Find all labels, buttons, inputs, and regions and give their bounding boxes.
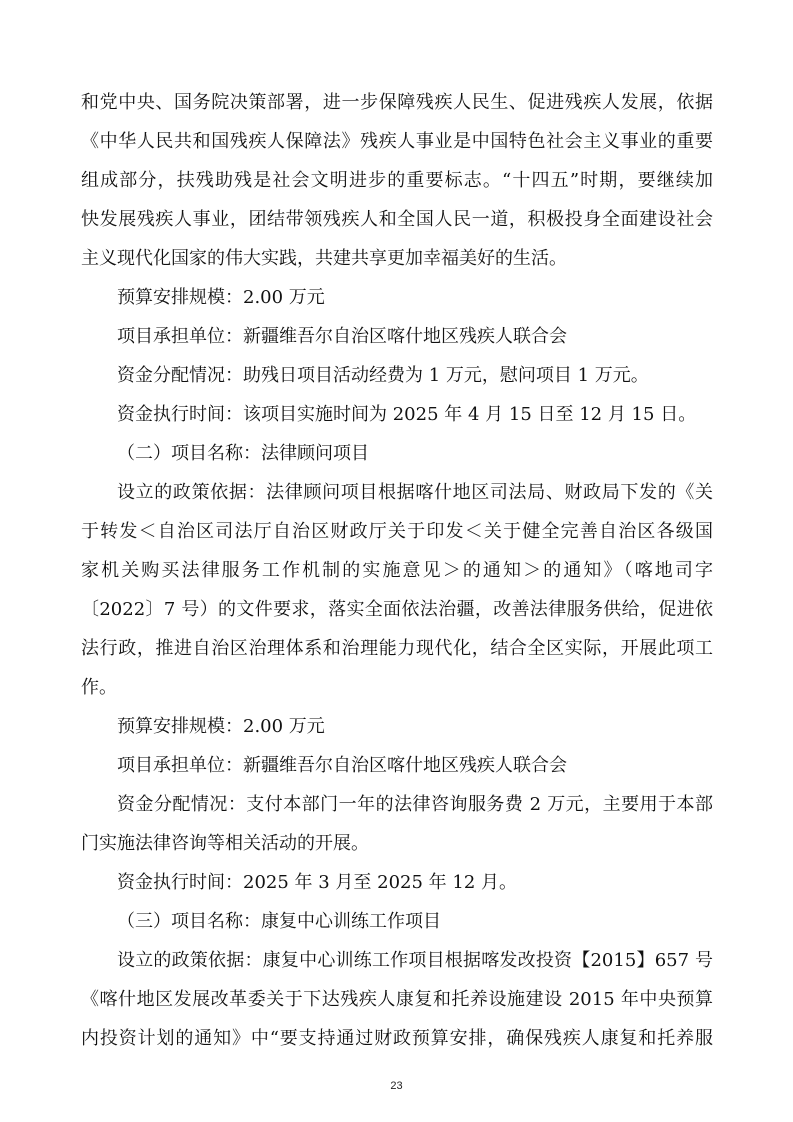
page-number: 23 xyxy=(390,1080,403,1092)
body-text-line: 快发展残疾人事业，团结带领残疾人和全国人民一道，积极投身全面建设社会 xyxy=(81,209,713,230)
section-heading-2: （二）项目名称：法律顾问项目 xyxy=(117,443,369,464)
body-text-line: 和党中央、国务院决策部署，进一步保障残疾人民生、促进残疾人发展，依据 xyxy=(81,92,713,113)
body-text-line: 设立的政策依据：法律顾问项目根据喀什地区司法局、财政局下发的《关 xyxy=(117,482,713,503)
body-text-line: 《中华人民共和国残疾人保障法》残疾人事业是中国特色社会主义事业的重要 xyxy=(81,131,713,152)
body-text-line: 设立的政策依据：康复中心训练工作项目根据喀发改投资【2015】657 号 xyxy=(117,950,713,971)
fund-execution-time-line: 资金执行时间：2025 年 3 月至 2025 年 12 月。 xyxy=(117,872,518,893)
fund-allocation-line: 资金分配情况：支付本部门一年的法律咨询服务费 2 万元，主要用于本部 xyxy=(117,794,713,815)
body-text-line: 主义现代化国家的伟大实践，共建共享更加幸福美好的生活。 xyxy=(81,248,567,269)
undertaking-unit-line: 项目承担单位：新疆维吾尔自治区喀什地区残疾人联合会 xyxy=(117,326,567,347)
undertaking-unit-line: 项目承担单位：新疆维吾尔自治区喀什地区残疾人联合会 xyxy=(117,755,567,776)
body-text-line: 家机关购买法律服务工作机制的实施意见＞的通知＞的通知》（喀地司字 xyxy=(81,560,713,581)
body-text-line: 组成部分，扶残助残是社会文明进步的重要标志。“十四五”时期，要继续加 xyxy=(81,170,713,191)
fund-execution-time-line: 资金执行时间：该项目实施时间为 2025 年 4 月 15 日至 12 月 15 日。 xyxy=(117,404,697,425)
body-text-line: 内投资计划的通知》中“要支持通过财政预算安排，确保残疾人康复和托养服 xyxy=(81,1028,713,1049)
fund-allocation-line: 资金分配情况：助残日项目活动经费为 1 万元，慰问项目 1 万元。 xyxy=(117,365,649,386)
budget-scale-line: 预算安排规模：2.00 万元 xyxy=(117,716,325,737)
body-text-line: 《喀什地区发展改革委关于下达残疾人康复和托养设施建设 2015 年中央预算 xyxy=(81,989,713,1010)
body-text-line: 作。 xyxy=(81,677,117,698)
budget-scale-line: 预算安排规模：2.00 万元 xyxy=(117,287,325,308)
body-text-line: 〔2022〕7 号）的文件要求，落实全面依法治疆，改善法律服务供给，促进依 xyxy=(81,599,713,620)
section-heading-3: （三）项目名称：康复中心训练工作项目 xyxy=(117,911,441,932)
body-text-line: 于转发＜自治区司法厅自治区财政厅关于印发＜关于健全完善自治区各级国 xyxy=(81,521,713,542)
body-text-line: 法行政，推进自治区治理体系和治理能力现代化，结合全区实际，开展此项工 xyxy=(81,638,713,659)
body-text-line: 门实施法律咨询等相关活动的开展。 xyxy=(81,833,369,854)
